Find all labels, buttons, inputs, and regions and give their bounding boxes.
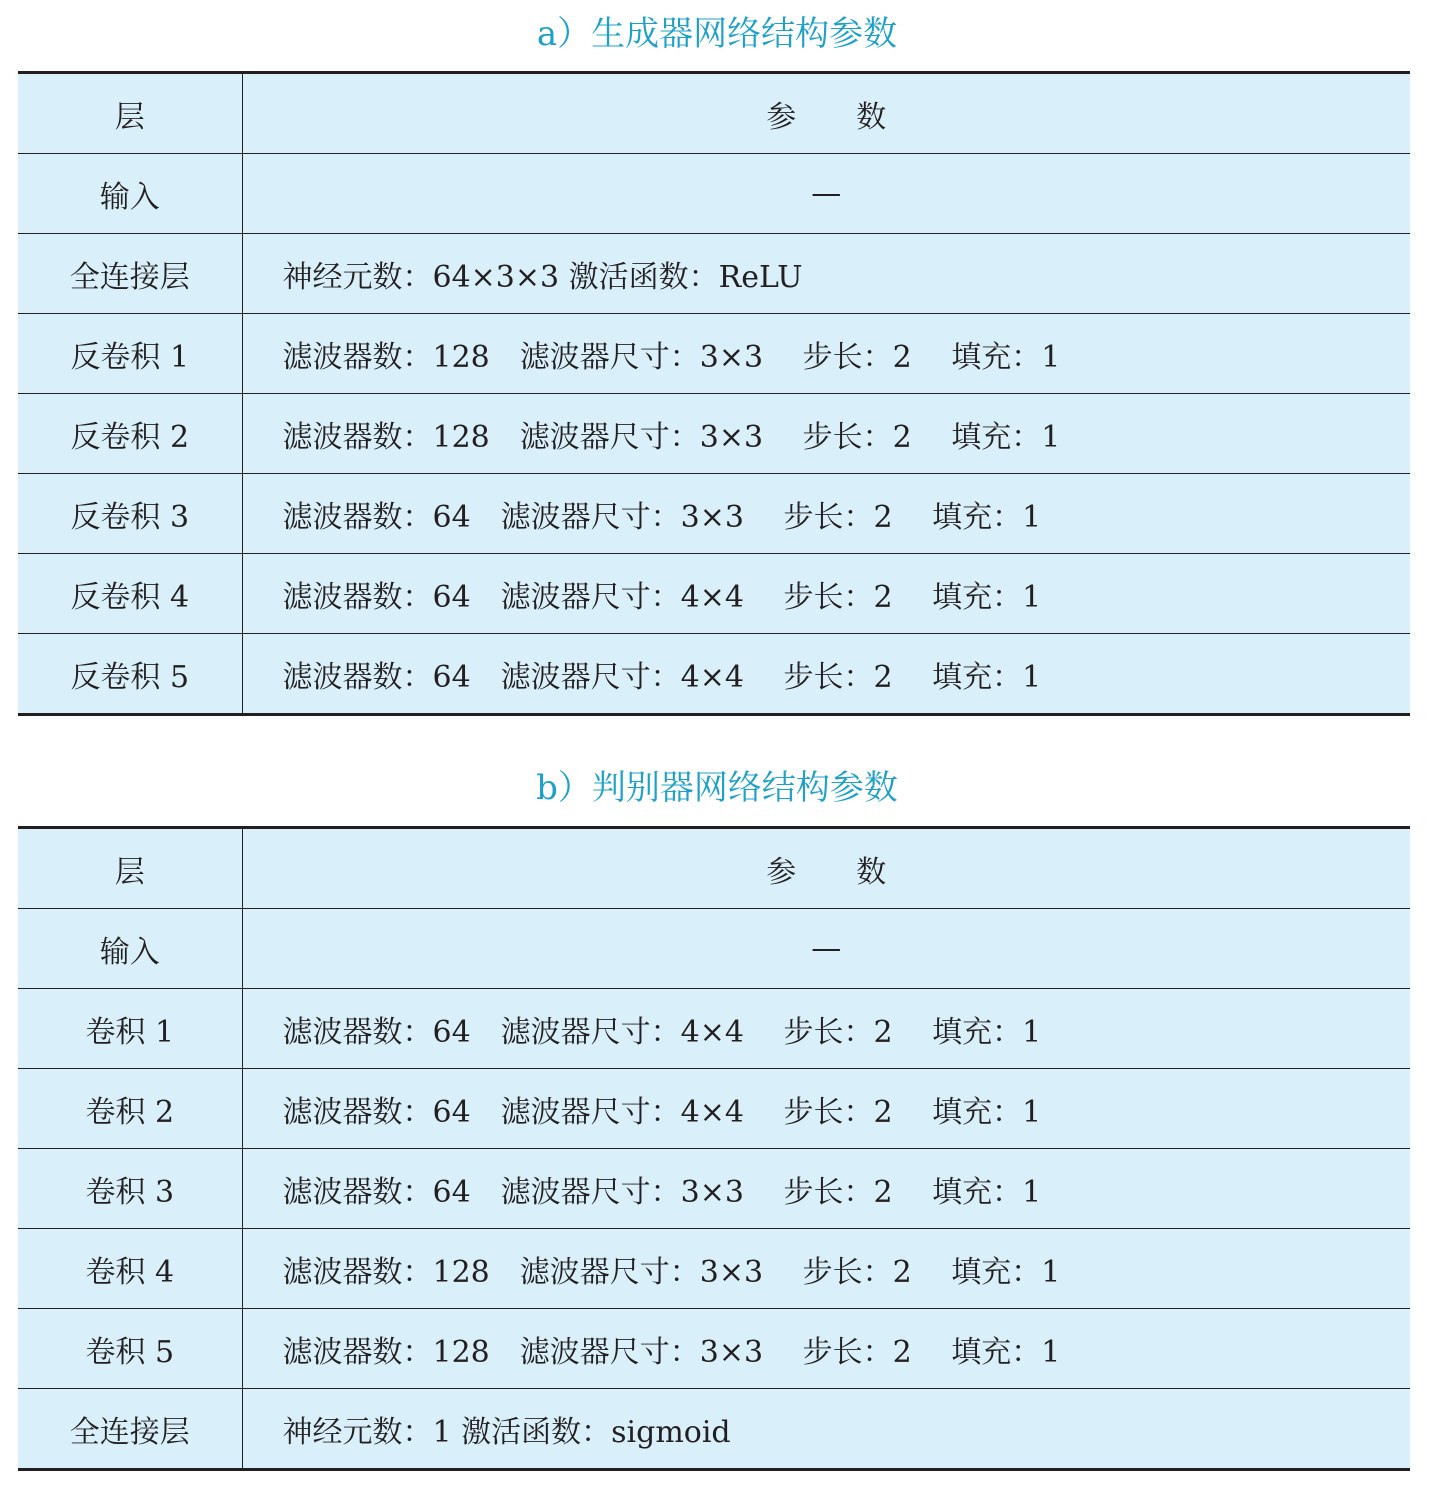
- table-row: [18, 1069, 1410, 1149]
- params-cell: 神经元数：1 激活函数：sigmoid: [242, 1389, 1410, 1470]
- table-row: [18, 314, 1410, 394]
- table-row: [18, 394, 1410, 474]
- table-row: [18, 1149, 1410, 1229]
- table-row: [18, 554, 1410, 634]
- params-cell: 滤波器数：64 滤波器尺寸：4×4 步长：2 填充：1: [242, 554, 1410, 634]
- params-cell: 滤波器数：64 滤波器尺寸：3×3 步长：2 填充：1: [242, 1149, 1410, 1229]
- layer-cell: 卷积 3: [18, 1149, 242, 1229]
- layer-cell: 反卷积 4: [18, 554, 242, 634]
- table-row: [18, 1309, 1410, 1389]
- params-cell: 滤波器数：64 滤波器尺寸：3×3 步长：2 填充：1: [242, 474, 1410, 554]
- params-cell: 滤波器数：64 滤波器尺寸：4×4 步长：2 填充：1: [242, 634, 1410, 715]
- table-header-row: [18, 828, 1410, 909]
- params-cell: 滤波器数：128 滤波器尺寸：3×3 步长：2 填充：1: [242, 394, 1410, 474]
- header-layer: 层: [18, 73, 242, 154]
- table-row: [18, 634, 1410, 715]
- generator-params-table: [18, 71, 1410, 716]
- params-cell: 滤波器数：64 滤波器尺寸：4×4 步长：2 填充：1: [242, 1069, 1410, 1149]
- table-caption-discriminator: b）判别器网络结构参数: [536, 768, 898, 808]
- params-cell: 滤波器数：128 滤波器尺寸：3×3 步长：2 填充：1: [242, 1309, 1410, 1389]
- table-row: [18, 234, 1410, 314]
- params-cell: 滤波器数：64 滤波器尺寸：4×4 步长：2 填充：1: [242, 989, 1410, 1069]
- params-cell: —: [242, 909, 1410, 989]
- table-caption-generator: a）生成器网络结构参数: [536, 14, 898, 54]
- table-row: [18, 1229, 1410, 1309]
- layer-cell: 输入: [18, 909, 242, 989]
- layer-cell: 卷积 1: [18, 989, 242, 1069]
- layer-cell: 全连接层: [18, 1389, 242, 1470]
- params-cell: 神经元数：64×3×3 激活函数：ReLU: [242, 234, 1410, 314]
- discriminator-params-table: [18, 826, 1410, 1471]
- table-row: [18, 989, 1410, 1069]
- table-header-row: [18, 73, 1410, 154]
- table-row: [18, 154, 1410, 234]
- layer-cell: 卷积 4: [18, 1229, 242, 1309]
- layer-cell: 反卷积 2: [18, 394, 242, 474]
- table-row: [18, 474, 1410, 554]
- header-layer: 层: [18, 828, 242, 909]
- layer-cell: 反卷积 3: [18, 474, 242, 554]
- params-cell: 滤波器数：128 滤波器尺寸：3×3 步长：2 填充：1: [242, 314, 1410, 394]
- layer-cell: 卷积 5: [18, 1309, 242, 1389]
- layer-cell: 输入: [18, 154, 242, 234]
- layer-cell: 全连接层: [18, 234, 242, 314]
- params-cell: —: [242, 154, 1410, 234]
- layer-cell: 反卷积 1: [18, 314, 242, 394]
- table-row: [18, 1389, 1410, 1470]
- layer-cell: 卷积 2: [18, 1069, 242, 1149]
- layer-cell: 反卷积 5: [18, 634, 242, 715]
- table-row: [18, 909, 1410, 989]
- params-cell: 滤波器数：128 滤波器尺寸：3×3 步长：2 填充：1: [242, 1229, 1410, 1309]
- header-params: 参 数: [766, 99, 887, 135]
- header-params: 参 数: [766, 854, 887, 890]
